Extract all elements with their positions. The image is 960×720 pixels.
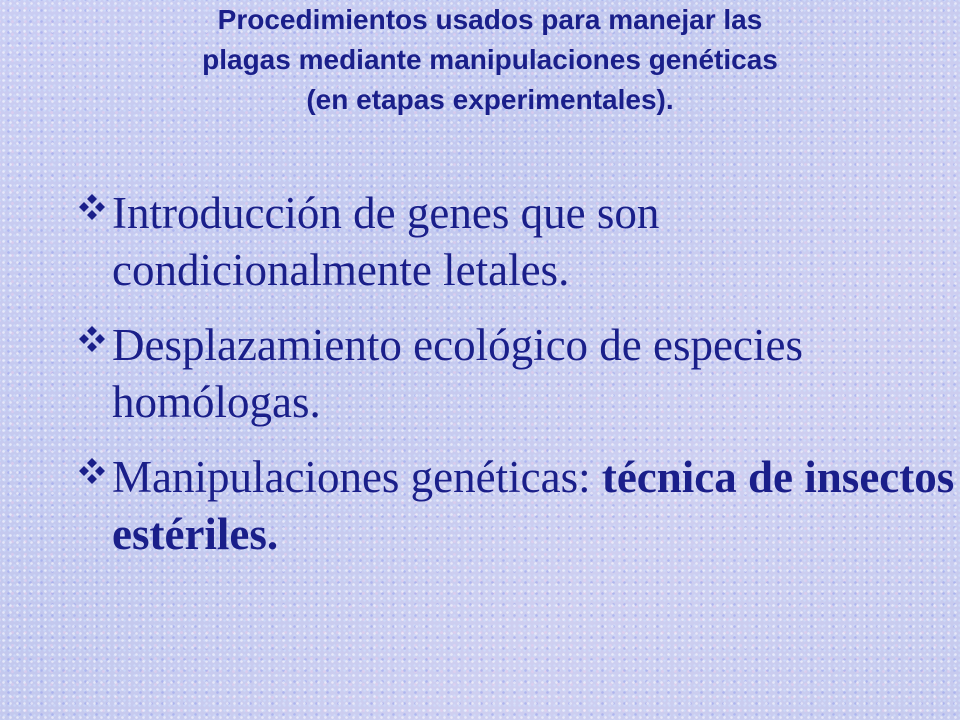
- title-line-1: Procedimientos usados para manejar las: [217, 4, 763, 35]
- bullet-list: [78, 185, 958, 581]
- bullet-item-2: [78, 317, 958, 431]
- slide-title: [40, 0, 940, 120]
- title-line-2: plagas mediante manipulaciones genéticas: [202, 44, 778, 75]
- bullet-text-1: Introducción de genes que son condicionalmente letales.: [112, 188, 660, 295]
- four-diamond-bullet-icon: [78, 457, 106, 485]
- bullet-text-3-regular: Manipulaciones genéticas:: [112, 452, 602, 502]
- bullet-text-2: Desplazamiento ecológico de especies homólogas.: [112, 320, 803, 427]
- title-line-3: (en etapas experimentales).: [306, 84, 674, 115]
- bullet-text-3: [112, 449, 958, 563]
- four-diamond-bullet-icon: [78, 193, 106, 221]
- four-diamond-bullet-icon: [78, 325, 106, 353]
- bullet-text-3-bold: técnica de insectos estériles.: [112, 452, 955, 559]
- bullet-item-1: [78, 185, 958, 299]
- bullet-item-3: [78, 449, 958, 563]
